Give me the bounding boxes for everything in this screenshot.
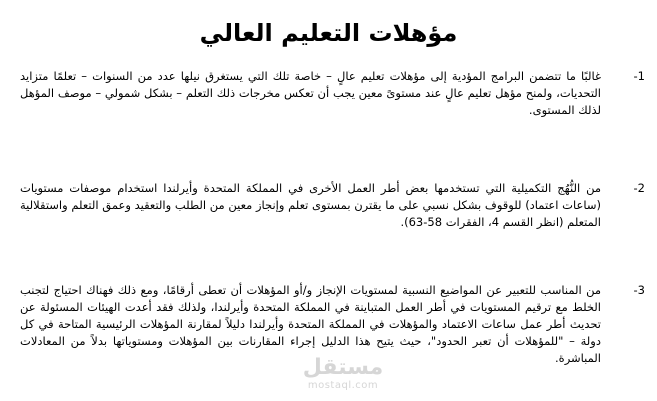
page-title: مؤهلات التعليم العالي <box>199 19 458 47</box>
watermark-logo <box>298 356 388 396</box>
watermark-logo-text: مستقل <box>302 355 384 380</box>
list-item-number: -1 <box>633 69 645 83</box>
list-item-number: -3 <box>633 283 645 297</box>
list-item-text: غالبًا ما تتضمن البرامج المؤدية إلى مؤهلات تعليم عالٍ – خاصة تلك التي يستغرق نيلها عدد من السنوات – تعلمًا متزايد التحديات، ولمنح مؤهل تعليم عالٍ عند مستوىً معين يجب أن تعكس مخرجات ذلك التعلم – بشكل شمولي – موصف المؤهل لذلك المستوى. <box>20 69 601 117</box>
list-item-text: من النُّهُج التكميلية التي تستخدمها بعض أطر العمل الأخرى في المملكة المتحدة وأيرلندا استخدام موصفات مستويات (ساعات اعتماد) للوقوف بشكل نسبي على ما يقترن بمستوى تعلم وإنجاز معين من الطلب والتعقيد وعمق التعلم واستقلالية المتعلم (انظر القسم 4، الفقرات 58-63). <box>20 181 601 229</box>
list-item-number: -2 <box>633 181 645 195</box>
watermark-site-text: mostaql.com <box>307 380 379 391</box>
list-item-text: من المناسب للتعبير عن المواضيع النسبية لمستويات الإنجاز و/أو المؤهلات أن تعطى أرقامًا، ومع ذلك فهناك احتياج لتجنب الخلط مع ترقيم المستويات في أطر العمل المتباينة في المملكة المتحدة وأيرلندا، ولذلك فقد أعدت الهيئات المسئولة عن تحديث أطر عمل ساعات الاعتماد والمؤهلات في المملكة المتحدة وأيرلندا دليلاً لمقارنة المؤهلات الرئيسية المتاحة في كل دولة – "للمؤهلات أن تعبر الحدود"، حيث يتيح هذا الدليل إجراء المقارنات بين المؤهلات ومستوياتها بدلاً من المعادلات المباشرة. <box>20 283 601 365</box>
